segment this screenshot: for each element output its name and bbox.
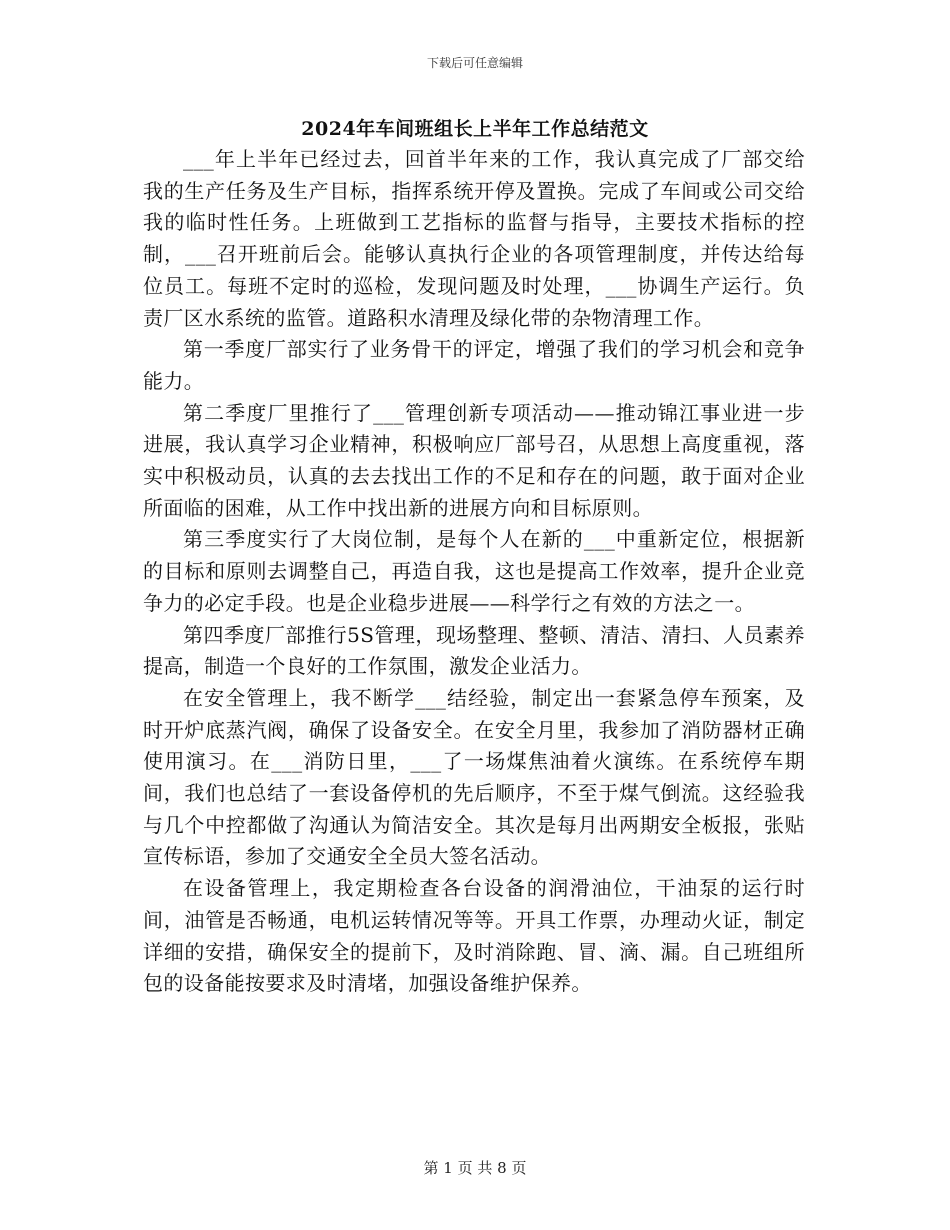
paragraph-q1: 第一季度厂部实行了业务骨干的评定，增强了我们的学习机会和竞争能力。 [143, 337, 805, 393]
paragraph-q3: 第三季度实行了大岗位制，是每个人在新的___中重新定位，根据新的目标和原则去调整自己，再造自我，这也是提高工作效率，提升企业竞争力的必定手段。也是企业稳步进展——科学行之有效的方法之一。 [143, 527, 805, 615]
page-number: 第 1 页 共 8 页 [423, 1159, 527, 1177]
document-title: 2024年车间班组长上半年工作总结范文 [301, 118, 649, 140]
paragraph-equipment: 在设备管理上，我定期检查各台设备的润滑油位，干油泵的运行时间，油管是否畅通，电机运转情况等等。开具工作票，办理动火证，制定详细的安措，确保安全的提前下，及时消除跑、冒、滴、漏。自己班组所包的设备能按要求及时清堵，加强设备维护保养。 [143, 876, 805, 996]
paragraph-intro: ___年上半年已经过去，回首半年来的工作，我认真完成了厂部交给我的生产任务及生产目标，指挥系统开停及置换。完成了车间或公司交给我的临时性任务。上班做到工艺指标的监督与指导，主要技术指标的控制，___召开班前后会。能够认真执行企业的各项管理制度，并传达给每位员工。每班不定时的巡检，发现问题及时处理，___协调生产运行。负责厂区水系统的监管。道路积水清理及绿化带的杂物清理工作。 [143, 147, 805, 330]
paragraph-safety: 在安全管理上，我不断学___结经验，制定出一套紧急停车预案，及时开炉底蒸汽阀，确保了设备安全。在安全月里，我参加了消防器材正确使用演习。在___消防日里，___了一场煤焦油着火演练。在系统停车期间，我们也总结了一套设备停机的先后顺序，不至于煤气倒流。这经验我与几个中控都做了沟通认为简洁安全。其次是每月出两期安全板报，张贴宣传标语，参加了交通安全全员大签名活动。 [143, 685, 805, 869]
paragraph-q2: 第二季度厂里推行了___管理创新专项活动——推动锦江事业进一步进展，我认真学习企业精神，积极响应厂部号召，从思想上高度重视，落实中积极动员，认真的去去找出工作的不足和存在的问题，敢于面对企业所面临的困难，从工作中找出新的进展方向和目标原则。 [143, 400, 805, 520]
document-body [143, 144, 805, 1000]
header-note: 下载后可任意编辑 [426, 56, 523, 70]
paragraph-q4: 第四季度厂部推行5S管理，现场整理、整顿、清洁、清扫、人员素养提高，制造一个良好的工作氛围，激发企业活力。 [143, 622, 805, 679]
